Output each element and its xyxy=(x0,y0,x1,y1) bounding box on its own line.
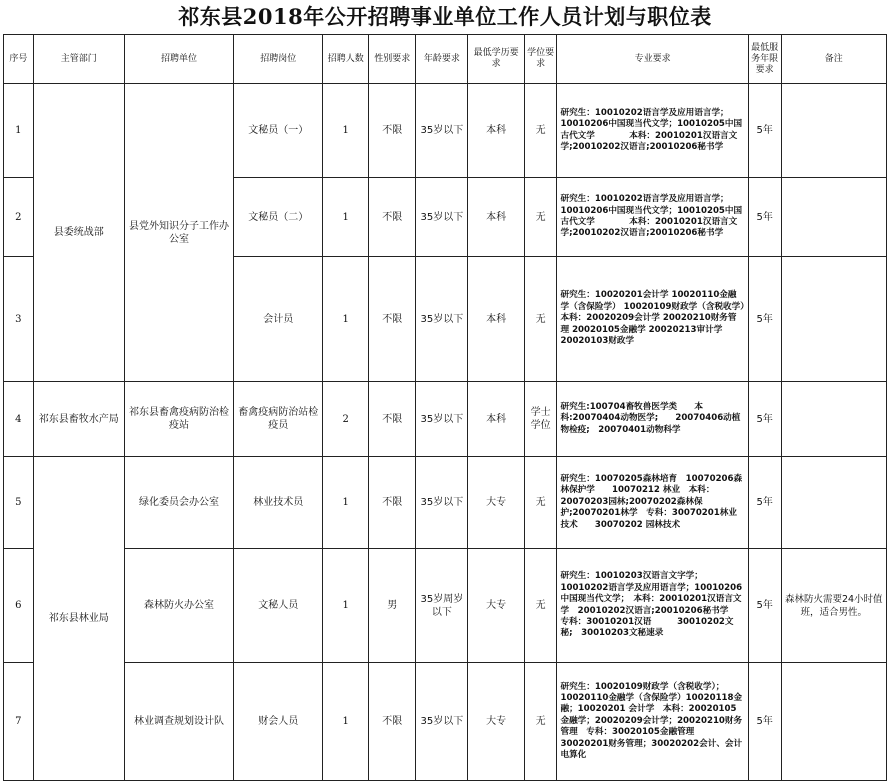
count-cell: 1 xyxy=(323,549,369,663)
row-seq: 5 xyxy=(4,457,34,549)
table-row xyxy=(4,457,887,549)
position-cell: 文秘员（二） xyxy=(234,178,323,257)
dept-cell: 祁东县畜牧水产局 xyxy=(33,382,124,457)
note-cell xyxy=(781,84,886,178)
dept-cell: 祁东县林业局 xyxy=(33,457,124,781)
edu-cell: 大专 xyxy=(468,457,524,549)
table-row xyxy=(4,382,887,457)
age-cell: 35岁以下 xyxy=(416,257,468,382)
age-cell: 35岁以下 xyxy=(416,663,468,781)
major-cell: 研究生：10010202语言学及应用语言学；10010206中国现当代文学；10010205中国古代文学 本科：20010201汉语言文学;20010202汉语言;20010206秘书学 xyxy=(557,84,748,178)
major-cell: 研究生：10020201会计学 10020110金融学（含保险学） 10020109财政学（含税收学） 本科：20020209会计学 20020210财务管理 20020105金融学 20020213审计学 20020103财政学 xyxy=(557,257,748,382)
count-cell: 1 xyxy=(323,84,369,178)
unit-cell: 祁东县畜禽疫病防治检疫站 xyxy=(124,382,233,457)
gender-cell: 不限 xyxy=(369,257,416,382)
row-seq: 3 xyxy=(4,257,34,382)
row-seq: 4 xyxy=(4,382,34,457)
note-cell xyxy=(781,382,886,457)
gender-cell: 不限 xyxy=(369,84,416,178)
header-major: 专业要求 xyxy=(557,35,748,84)
note-cell xyxy=(781,457,886,549)
degree-cell: 无 xyxy=(524,84,557,178)
header-degree: 学位要求 xyxy=(524,35,557,84)
major-cell: 研究生：10010202语言学及应用语言学；10010206中国现当代文学；10010205中国古代文学 本科：20010201汉语言文学;20010202汉语言;20010206秘书学 xyxy=(557,178,748,257)
header-row xyxy=(4,35,887,84)
position-cell: 会计员 xyxy=(234,257,323,382)
service-cell: 5年 xyxy=(748,663,781,781)
row-seq: 2 xyxy=(4,178,34,257)
gender-cell: 不限 xyxy=(369,457,416,549)
degree-cell: 学士学位 xyxy=(524,382,557,457)
position-cell: 林业技术员 xyxy=(234,457,323,549)
degree-cell: 无 xyxy=(524,457,557,549)
major-cell: 研究生：10010203汉语言文字学；10010202语言学及应用语言学；10010206中国现当代文学； 本科：20010201汉语言文学 20010202汉语言;20010206秘书学 专科：30010201汉语 30010202文秘; 30010203文秘速录 xyxy=(557,549,748,663)
row-seq: 7 xyxy=(4,663,34,781)
edu-cell: 本科 xyxy=(468,382,524,457)
position-cell: 畜禽疫病防治站检疫员 xyxy=(234,382,323,457)
count-cell: 1 xyxy=(323,257,369,382)
header-note: 备注 xyxy=(781,35,886,84)
position-cell: 文秘员（一） xyxy=(234,84,323,178)
service-cell: 5年 xyxy=(748,257,781,382)
row-seq: 6 xyxy=(4,549,34,663)
age-cell: 35岁以下 xyxy=(416,382,468,457)
dept-cell: 县委统战部 xyxy=(33,84,124,382)
edu-cell: 大专 xyxy=(468,549,524,663)
degree-cell: 无 xyxy=(524,257,557,382)
count-cell: 1 xyxy=(323,178,369,257)
header-age: 年龄要求 xyxy=(416,35,468,84)
major-cell: 研究生：10070205森林培育 10070206森林保护学 10070212 林业 本科：20070203园林;20070202森林保护;20070201林学 专科：30070201林业技术 30070202 园林技术 xyxy=(557,457,748,549)
service-cell: 5年 xyxy=(748,178,781,257)
edu-cell: 本科 xyxy=(468,84,524,178)
edu-cell: 大专 xyxy=(468,663,524,781)
page-title: 祁东县2018年公开招聘事业单位工作人员计划与职位表 xyxy=(178,4,712,29)
age-cell: 35岁以下 xyxy=(416,457,468,549)
degree-cell: 无 xyxy=(524,663,557,781)
edu-cell: 本科 xyxy=(468,178,524,257)
header-unit: 招聘单位 xyxy=(124,35,233,84)
position-cell: 文秘人员 xyxy=(234,549,323,663)
header-count: 招聘人数 xyxy=(323,35,369,84)
unit-cell: 森林防火办公室 xyxy=(124,549,233,663)
unit-cell: 林业调查规划设计队 xyxy=(124,663,233,781)
gender-cell: 不限 xyxy=(369,178,416,257)
row-seq: 1 xyxy=(4,84,34,178)
note-cell xyxy=(781,257,886,382)
service-cell: 5年 xyxy=(748,457,781,549)
note-cell: 森林防火需要24小时值班，适合男性。 xyxy=(781,549,886,663)
table-row xyxy=(4,84,887,178)
age-cell: 35岁周岁以下 xyxy=(416,549,468,663)
header-position: 招聘岗位 xyxy=(234,35,323,84)
age-cell: 35岁以下 xyxy=(416,84,468,178)
header-edu: 最低学历要求 xyxy=(468,35,524,84)
unit-cell: 县党外知识分子工作办公室 xyxy=(124,84,233,382)
major-cell: 研究生:100704畜牧兽医学类 本科:20070404动物医学; 20070406动植物检疫; 20070401动物科学 xyxy=(557,382,748,457)
note-cell xyxy=(781,178,886,257)
header-dept: 主管部门 xyxy=(33,35,124,84)
gender-cell: 不限 xyxy=(369,382,416,457)
gender-cell: 男 xyxy=(369,549,416,663)
service-cell: 5年 xyxy=(748,382,781,457)
header-seq: 序号 xyxy=(4,35,34,84)
degree-cell: 无 xyxy=(524,178,557,257)
count-cell: 1 xyxy=(323,457,369,549)
note-cell xyxy=(781,663,886,781)
position-cell: 财会人员 xyxy=(234,663,323,781)
table-row xyxy=(4,549,887,663)
table-row xyxy=(4,663,887,781)
service-cell: 5年 xyxy=(748,84,781,178)
degree-cell: 无 xyxy=(524,549,557,663)
major-cell: 研究生：10020109财政学（含税收学）；10020110金融学（含保险学）10020118金融；10020201 会计学 本科：20020105金融学；20020209会计学；20020210财务管理 专科：30020105金融管理 30020201财务管理；30020202会计、会计电算化 xyxy=(557,663,748,781)
gender-cell: 不限 xyxy=(369,663,416,781)
recruitment-table xyxy=(3,34,887,781)
service-cell: 5年 xyxy=(748,549,781,663)
unit-cell: 绿化委员会办公室 xyxy=(124,457,233,549)
age-cell: 35岁以下 xyxy=(416,178,468,257)
count-cell: 1 xyxy=(323,663,369,781)
header-service: 最低服务年限要求 xyxy=(748,35,781,84)
header-gender: 性别要求 xyxy=(369,35,416,84)
count-cell: 2 xyxy=(323,382,369,457)
edu-cell: 本科 xyxy=(468,257,524,382)
